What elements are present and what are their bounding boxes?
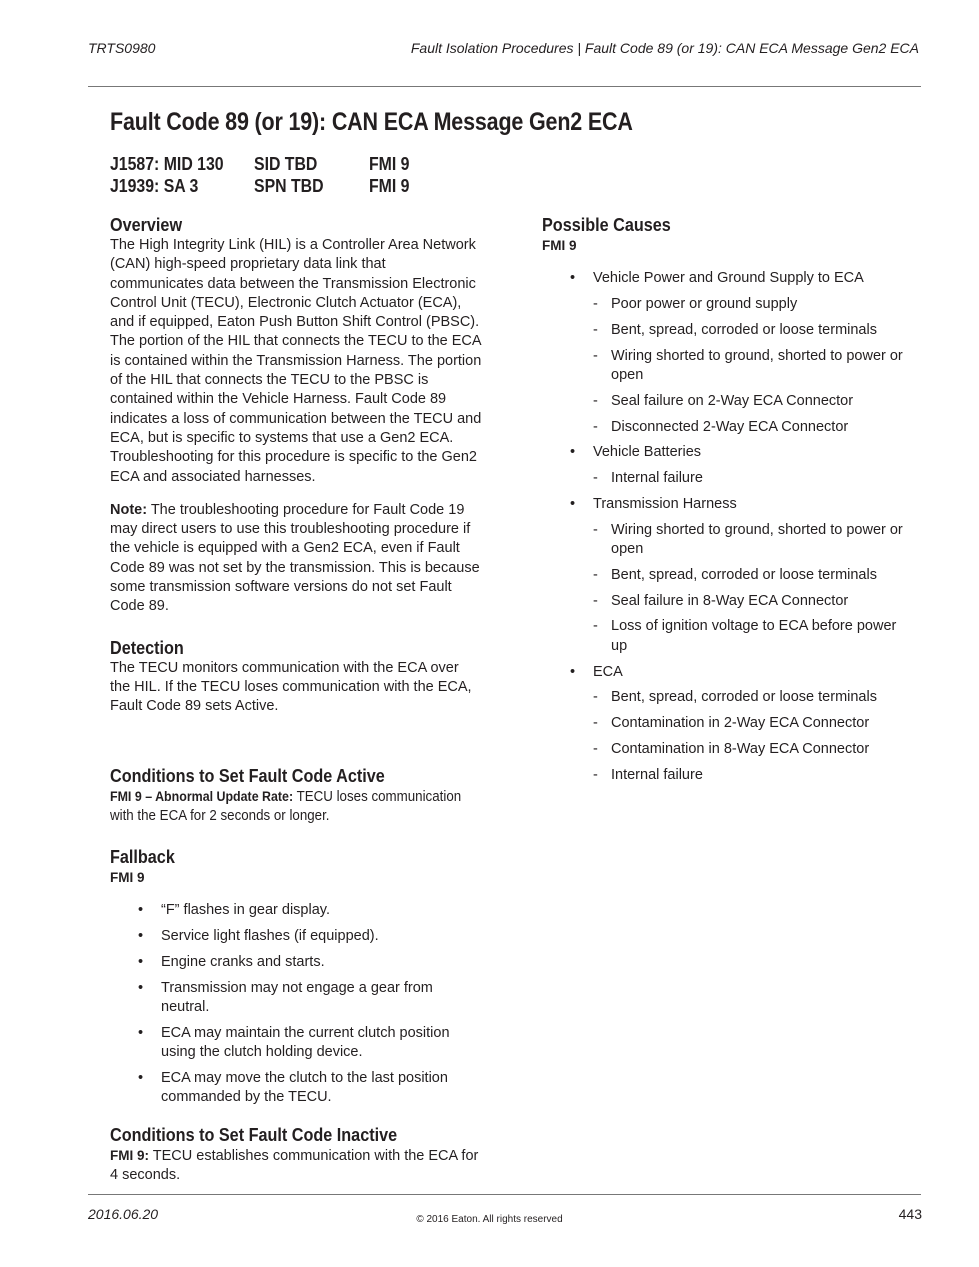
list-item: • ECA may move the clutch to the last position commanded by the TECU. bbox=[110, 1069, 482, 1108]
code-row-j1587 bbox=[110, 154, 510, 176]
fault-code-table bbox=[110, 154, 510, 198]
cause-sublist bbox=[593, 469, 914, 488]
cause-item: - Bent, spread, corroded or loose terminals bbox=[593, 688, 914, 707]
conditions-active-body bbox=[110, 787, 483, 827]
cause-group bbox=[542, 495, 914, 656]
code-protocol: J1939: SA 3 bbox=[110, 176, 199, 196]
cause-group-label: Vehicle Power and Ground Supply to ECA bbox=[593, 270, 864, 287]
cause-group bbox=[542, 443, 914, 488]
cause-group-label: ECA bbox=[593, 663, 623, 680]
code-id: SID TBD bbox=[254, 154, 318, 174]
possible-causes-fmi: FMI 9 bbox=[542, 238, 577, 253]
conditions-inactive-text: TECU establishes communication with the ECA for 4 seconds. bbox=[110, 1148, 479, 1184]
right-column bbox=[542, 214, 914, 800]
conditions-inactive-heading: Conditions to Set Fault Code Inactive bbox=[110, 1125, 398, 1146]
cause-item: - Internal failure bbox=[593, 469, 914, 488]
conditions-inactive-body bbox=[110, 1146, 482, 1186]
fallback-list bbox=[110, 901, 482, 1107]
code-row-j1939 bbox=[110, 176, 510, 198]
cause-item: - Bent, spread, corroded or loose terminals bbox=[593, 321, 914, 340]
cause-item: - Seal failure on 2-Way ECA Connector bbox=[593, 392, 914, 411]
footer-copyright: © 2016 Eaton. All rights reserved bbox=[416, 1214, 563, 1225]
cause-item: - Disconnected 2-Way ECA Connector bbox=[593, 418, 914, 437]
note-label: Note: bbox=[110, 501, 148, 518]
left-column bbox=[110, 214, 482, 1186]
cause-item: - Poor power or ground supply bbox=[593, 295, 914, 314]
cause-sublist bbox=[593, 295, 914, 437]
cause-item: - Contamination in 2-Way ECA Connector bbox=[593, 714, 914, 733]
cause-item: - Contamination in 8-Way ECA Connector bbox=[593, 740, 914, 759]
code-id: SPN TBD bbox=[254, 176, 324, 196]
cause-item: - Internal failure bbox=[593, 766, 914, 785]
causes-list bbox=[542, 269, 914, 785]
detection-heading: Detection bbox=[110, 637, 184, 658]
code-protocol: J1587: MID 130 bbox=[110, 154, 224, 174]
cause-item: - Wiring shorted to ground, shorted to power or open bbox=[593, 521, 914, 560]
list-item: • “F” flashes in gear display. bbox=[110, 901, 482, 920]
cause-group-label: Transmission Harness bbox=[593, 495, 737, 512]
fallback-fmi: FMI 9 bbox=[110, 870, 145, 886]
cause-item: - Loss of ignition voltage to ECA before power up bbox=[593, 617, 914, 656]
overview-heading: Overview bbox=[110, 215, 183, 235]
code-fmi: FMI 9 bbox=[369, 176, 410, 196]
list-item: • ECA may maintain the current clutch position using the clutch holding device. bbox=[110, 1024, 482, 1063]
fallback-heading: Fallback bbox=[110, 847, 175, 868]
list-item: • Transmission may not engage a gear from neutral. bbox=[110, 979, 482, 1018]
header-section: Fault Isolation Procedures | Fault Code 89 (or 19): CAN ECA Message Gen2 ECA bbox=[410, 40, 919, 56]
footer-date: 2016.06.20 bbox=[88, 1206, 159, 1222]
header-rule bbox=[88, 86, 921, 87]
cause-group-label: Vehicle Batteries bbox=[593, 444, 702, 461]
footer-rule bbox=[88, 1194, 921, 1195]
cause-item: - Bent, spread, corroded or loose terminals bbox=[593, 566, 914, 585]
conditions-active-heading: Conditions to Set Fault Code Active bbox=[110, 765, 385, 786]
cause-sublist bbox=[593, 688, 914, 785]
detection-body: The TECU monitors communication with the ECA over the HIL. If the TECU loses communication with the ECA, Fault Code 89 sets Active. bbox=[110, 659, 472, 715]
cause-item: - Seal failure in 8-Way ECA Connector bbox=[593, 592, 914, 611]
page-number: 443 bbox=[898, 1206, 922, 1222]
conditions-active-text: TECU loses communication with the ECA for 2 seconds or longer. bbox=[110, 788, 462, 824]
cause-group bbox=[542, 663, 914, 785]
header-doc-id: TRTS0980 bbox=[88, 40, 156, 56]
page-title: Fault Code 89 (or 19): CAN ECA Message Gen2 ECA bbox=[110, 108, 633, 136]
note-text: The troubleshooting procedure for Fault Code 19 may direct users to use this troubleshooting procedure if the vehicle is equipped with a Gen2 ECA, even if Fault Code 89 was not set by the transmission. This is because some transmission software versions do not set Fault Code 89. bbox=[110, 501, 480, 615]
code-fmi: FMI 9 bbox=[369, 154, 410, 174]
cause-sublist bbox=[593, 521, 914, 656]
overview-note bbox=[110, 501, 482, 617]
overview-body: The High Integrity Link (HIL) is a Controller Area Network (CAN) high-speed proprietary data link that communicates data between the Transmission Electronic Control Unit (TECU), Electronic Clutch Actuator (ECA), and if equipped, Eaton Push Button Shift Control (PBSC). The portion of the HIL that connects the TECU to the ECA is contained within the Transmission Harness. The portion of the HIL that connects the TECU to the PBSC is contained within the Vehicle Harness. Fault Code 89 indicates a loss of communication between the TECU and ECA, but is specific to systems that use a Gen2 ECA. Troubleshooting for this procedure is specific to the Gen2 ECA and associated harnesses. bbox=[110, 237, 482, 485]
conditions-active-label: FMI 9 – Abnormal Update Rate: bbox=[110, 788, 294, 804]
conditions-inactive-label: FMI 9: bbox=[110, 1148, 149, 1164]
possible-causes-heading: Possible Causes bbox=[542, 215, 671, 235]
cause-group bbox=[542, 269, 914, 437]
list-item: • Service light flashes (if equipped). bbox=[110, 927, 482, 946]
list-item: • Engine cranks and starts. bbox=[110, 953, 482, 972]
cause-item: - Wiring shorted to ground, shorted to power or open bbox=[593, 347, 914, 386]
